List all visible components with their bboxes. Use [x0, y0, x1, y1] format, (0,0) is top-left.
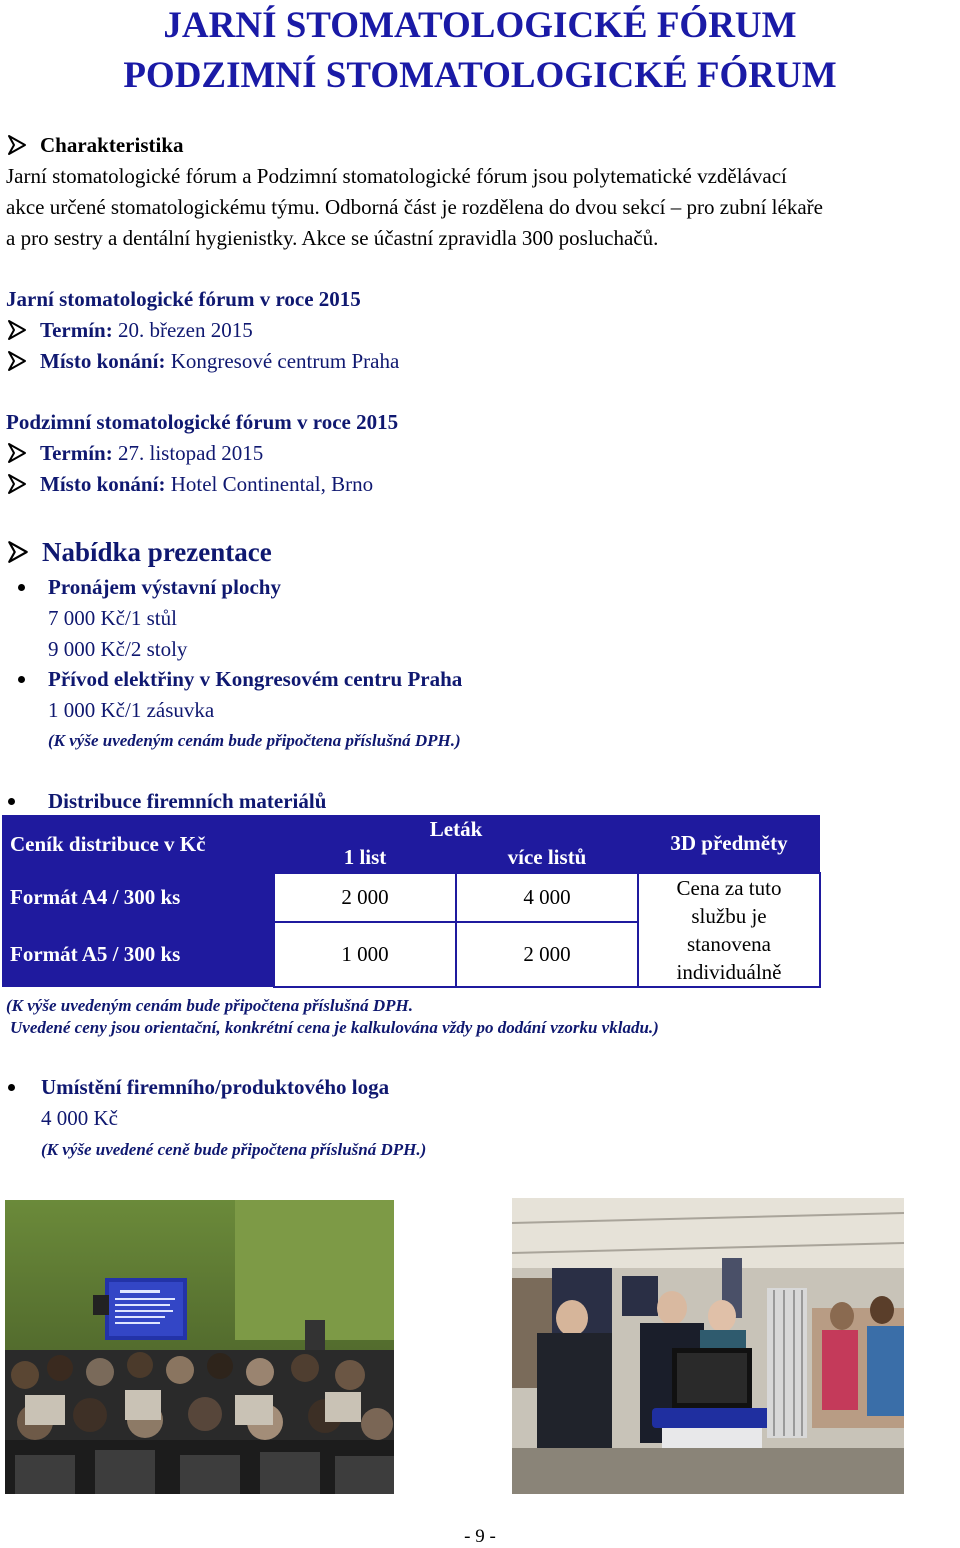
- spring-date-value: 20. březen 2015: [117, 318, 253, 342]
- arrow-bullet-icon: [6, 442, 28, 464]
- autumn-place: [6, 471, 373, 497]
- row-a4-one-sheet: 2 000: [274, 873, 456, 922]
- spring-place-label: Místo konání:: [40, 349, 166, 373]
- spring-date: [6, 317, 253, 343]
- photo-lecture-hall: [5, 1200, 394, 1494]
- power-heading: Přívod elektřiny v Kongresovém centru Praha: [48, 667, 463, 691]
- row-a5-label: Formát A5 / 300 ks: [2, 922, 274, 987]
- lecture-hall-image: [5, 1200, 394, 1494]
- objects-3d-price-cell: [638, 873, 820, 987]
- row-a4-label: Formát A4 / 300 ks: [2, 873, 274, 922]
- power-price: 1 000 Kč/1 zásuvka: [48, 698, 215, 722]
- table-corner-header: Ceník distribuce v Kč: [2, 815, 274, 873]
- autumn-date: [6, 440, 263, 466]
- bullet-dot: [18, 676, 25, 683]
- autumn-date-value: 27. listopad 2015: [117, 441, 264, 465]
- objects-price-line-1: Cena za tuto: [676, 876, 782, 900]
- title-line-2: PODZIMNÍ STOMATOLOGICKÉ FÓRUM: [123, 55, 837, 96]
- spring-place: [6, 348, 399, 374]
- spring-place-value: Kongresové centrum Praha: [170, 349, 400, 373]
- logo-price: 4 000 Kč: [41, 1106, 118, 1130]
- page-number: - 9 -: [464, 1526, 496, 1547]
- characteristics-heading: [6, 132, 184, 158]
- distribution-price-table: [2, 815, 821, 988]
- logo-vat-note: (K výše uvedené ceně bude připočtena příslušná DPH.): [41, 1140, 427, 1159]
- leaflet-header: Leták: [274, 815, 638, 843]
- rental-heading: Pronájem výstavní plochy: [48, 575, 281, 599]
- row-a5-more-sheets: 2 000: [456, 922, 638, 987]
- arrow-bullet-icon: [6, 319, 28, 341]
- bullet-dot: [8, 798, 15, 805]
- spring-heading: Jarní stomatologické fórum v roce 2015: [6, 287, 361, 311]
- photo-exhibition: [512, 1198, 904, 1494]
- arrow-bullet-icon: [6, 540, 30, 564]
- objects-3d-header: 3D předměty: [638, 815, 820, 873]
- title-line-1: JARNÍ STOMATOLOGICKÉ FÓRUM: [163, 5, 797, 46]
- bullet-dot: [18, 584, 25, 591]
- characteristics-line-2: akce určené stomatologickému týmu. Odborná část je rozdělena do dvou sekcí – pro zubní lékaře: [6, 195, 823, 219]
- objects-price-line-3: stanovena: [687, 932, 771, 956]
- autumn-place-label: Místo konání:: [40, 472, 166, 496]
- arrow-bullet-icon: [6, 134, 28, 156]
- autumn-heading: Podzimní stomatologické fórum v roce 2015: [6, 410, 399, 434]
- spring-date-label: Termín:: [40, 318, 113, 342]
- row-a4-more-sheets: 4 000: [456, 873, 638, 922]
- objects-price-line-2: službu je: [691, 904, 767, 928]
- offer-vat-note: (K výše uvedeným cenám bude připočtena příslušná DPH.): [48, 731, 461, 750]
- one-sheet-header: 1 list: [274, 843, 456, 873]
- row-a5-one-sheet: 1 000: [274, 922, 456, 987]
- bullet-dot: [8, 1084, 15, 1091]
- autumn-date-label: Termín:: [40, 441, 113, 465]
- offer-heading: [6, 535, 272, 569]
- arrow-bullet-icon: [6, 350, 28, 372]
- characteristics-line-1: Jarní stomatologické fórum a Podzimní stomatologické fórum jsou polytematické vzdělávací: [6, 164, 787, 188]
- more-sheets-header: více listů: [456, 843, 638, 873]
- logo-heading: Umístění firemního/produktového loga: [41, 1075, 390, 1099]
- arrow-bullet-icon: [6, 473, 28, 495]
- rental-price-2: 9 000 Kč/2 stoly: [48, 637, 188, 661]
- characteristics-line-3: a pro sestry a dentální hygienistky. Akce se účastní zpravidla 300 posluchačů.: [6, 226, 659, 250]
- distribution-heading: Distribuce firemních materiálů: [48, 789, 327, 813]
- distribution-note-2: Uvedené ceny jsou orientační, konkrétní cena je kalkulována vždy po dodání vzorku vkladu.): [10, 1018, 659, 1037]
- objects-price-line-4: individuálně: [676, 960, 782, 984]
- characteristics-heading-text: Charakteristika: [40, 133, 184, 157]
- offer-heading-text: Nabídka prezentace: [42, 537, 272, 567]
- rental-price-1: 7 000 Kč/1 stůl: [48, 606, 177, 630]
- distribution-note-1: (K výše uvedeným cenám bude připočtena příslušná DPH.: [6, 996, 414, 1015]
- autumn-place-value: Hotel Continental, Brno: [170, 472, 374, 496]
- exhibition-image: [512, 1198, 904, 1494]
